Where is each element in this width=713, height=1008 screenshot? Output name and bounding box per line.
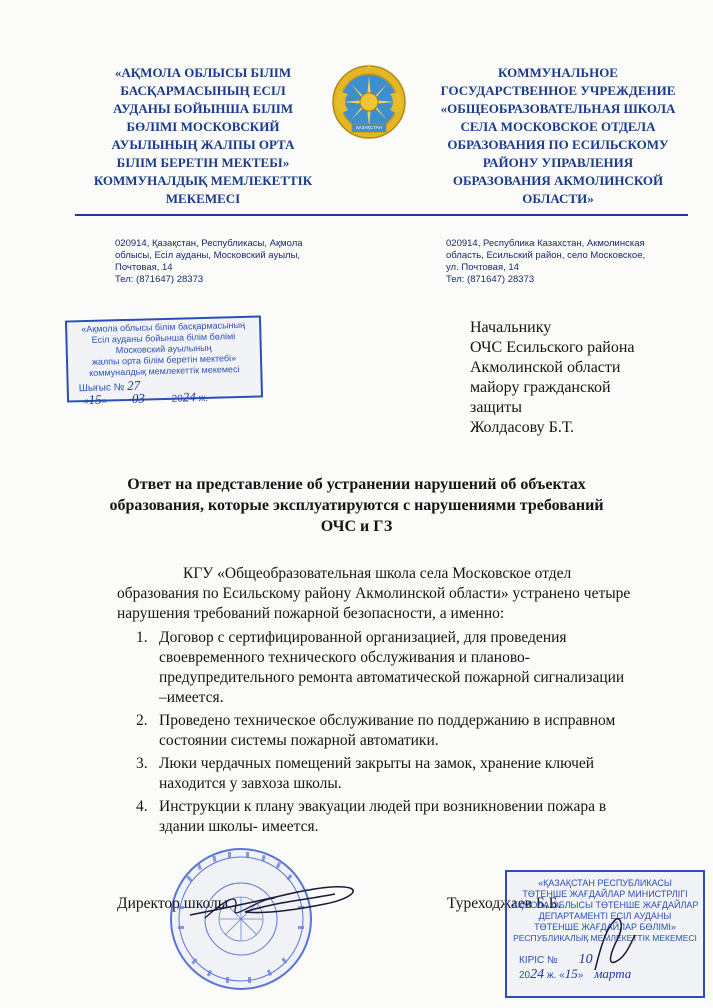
list-item-line: –имеется.: [159, 689, 224, 706]
incoming-stamp-line: ТӨТЕНШЕ ЖАҒДАЙЛАР БӨЛІМІ»: [534, 922, 676, 932]
list-item-line: находится у завхоза школы.: [159, 775, 342, 792]
header-divider: [75, 214, 688, 216]
violations-list: [136, 628, 624, 837]
list-item-number: 3.: [136, 755, 148, 772]
header-left-line: АУЫЛЫНЫҢ ЖАЛПЫ ОРТА: [111, 137, 295, 152]
registration-stamp-line: жалпы орта білім беретін мектебі»: [91, 353, 237, 367]
header-right-line: «ОБЩЕОБРАЗОВАТЕЛЬНАЯ ШКОЛА: [440, 101, 676, 116]
list-item: [136, 797, 624, 837]
header-right-line: СЕЛА МОСКОВСКОЕ ОТДЕЛА: [460, 119, 656, 134]
registration-number-value: 27: [126, 377, 141, 393]
header-right-line: РАЙОНУ УПРАВЛЕНИЯ: [482, 155, 634, 170]
right-address-line: Тел: (871647) 28373: [446, 274, 535, 285]
list-item: [136, 711, 624, 751]
title-line: Ответ на представление об устранении нарушений об объектах: [127, 476, 586, 493]
incoming-date-year: 24: [530, 967, 545, 982]
registration-date-year-prefix: 20: [171, 393, 184, 405]
intro-paragraph: [117, 564, 630, 624]
incoming-stamp-line: ДЕПАРТАМЕНТІ ЕСІЛ АУДАНЫ: [538, 911, 672, 921]
signatory-name: Туреходжаев Б.Б.: [447, 895, 562, 912]
registration-date-suffix: ж.: [198, 392, 209, 405]
list-item-line: Инструкции к плану эвакуации людей при возникновении пожара в: [159, 798, 607, 815]
left-address-line: 020914, Қазақстан, Республикасы, Ақмола: [115, 238, 303, 249]
list-item-number: 1.: [136, 629, 148, 646]
incoming-stamp-line: ТӨТЕНШЕ ЖАҒДАЙЛАР МИНИСТРЛІГІ: [522, 889, 688, 899]
incoming-date-suffix: ж.: [546, 970, 557, 981]
recipient-line: ОЧС Есильского района: [470, 339, 635, 356]
header-right-org-name: [428, 64, 688, 208]
header-right-line: ОБРАЗОВАНИЯ АКМОЛИНСКОЙ: [452, 173, 664, 188]
registration-date-month: 03: [131, 390, 146, 406]
document-title: [80, 474, 633, 537]
list-item-line: состоянии системы пожарной автоматики.: [159, 732, 439, 749]
registration-stamp-line: Есіл ауданы бойынша білім бөлімі: [91, 331, 236, 345]
registration-stamp: [65, 315, 263, 408]
signatory-position: Директор школы: [117, 895, 229, 912]
header-left-line: АУДАНЫ БОЙЫНША БІЛІМ: [112, 101, 294, 116]
header-left-org-name: [78, 64, 328, 208]
intro-line: КГУ «Общеобразовательная школа села Московское отдел: [183, 565, 572, 582]
header-right-line: ОБЛАСТИ»: [522, 191, 594, 206]
header-right-line: ГОСУДАРСТВЕННОЕ УЧРЕЖДЕНИЕ: [440, 83, 676, 98]
right-address-line: область, Есильский район, село Московское,: [446, 250, 646, 261]
registration-date-year: 24: [182, 389, 197, 405]
left-address: [115, 238, 303, 286]
recipient-line: Жолдасову Б.Т.: [470, 419, 575, 436]
incoming-stamp-line: РЕСПУБЛИКАЛЫҚ МЕМЛЕКЕТТІК МЕКЕМЕСІ: [513, 933, 697, 943]
list-item-number: 2.: [136, 712, 148, 729]
intro-line: нарушения требований пожарной безопасности, а именно:: [117, 605, 505, 622]
header-left-line: БӨЛІМІ МОСКОВСКИЙ: [126, 119, 280, 134]
list-item-number: 4.: [136, 798, 148, 815]
recipient-line: Акмолинской области: [470, 359, 621, 376]
right-address-line: ул. Почтовая, 14: [446, 262, 519, 273]
list-item-line: Люки чердачных помещений закрыты на замок, хранение ключей: [159, 755, 595, 772]
header-left-line: «АҚМОЛА ОБЛЫСЫ БІЛІМ: [114, 65, 292, 80]
list-item-line: здании школы- имеется.: [159, 818, 319, 835]
right-address: [446, 238, 645, 286]
list-item-line: предупредительного ремонта автоматической пожарной сигнализации: [159, 669, 625, 686]
list-item-line: Проведено техническое обслуживание по поддержанию в исправном: [159, 712, 616, 729]
registration-stamp-line: «Ақмола облысы білім басқармасының: [81, 319, 246, 335]
incoming-number-label: КІРІС №: [519, 955, 558, 966]
header-right-line: ОБРАЗОВАНИЯ ПО ЕСИЛЬСКОМУ: [447, 137, 669, 152]
incoming-date-year-prefix: 20: [519, 970, 531, 981]
incoming-date-month: марта: [594, 966, 632, 981]
recipient-line: защиты: [470, 399, 523, 416]
recipient-line: Начальнику: [470, 319, 552, 336]
receiver-signature-icon: [585, 910, 645, 980]
recipient-line: майору гражданской: [470, 379, 611, 396]
header-right-line: КОММУНАЛЬНОЕ: [498, 65, 618, 80]
intro-line: образования по Есильскому району Акмолинской области» устранено четыре: [117, 585, 631, 602]
incoming-number-value: 10: [578, 952, 593, 967]
left-address-line: Тел: (871647) 28373: [115, 274, 204, 285]
state-emblem: [330, 62, 408, 142]
list-item-line: Договор с сертифицированной организацией, для проведения: [159, 629, 567, 646]
incoming-date-day: 15: [564, 966, 578, 981]
header-left-line: МЕКЕМЕСІ: [165, 191, 241, 206]
recipient-block: [470, 318, 635, 438]
list-item: [136, 628, 624, 708]
registration-stamp-line: коммуналдық мемлекеттік мекемесі: [89, 364, 240, 378]
right-address-line: 020914, Республика Казахстан, Акмолинская: [446, 238, 645, 249]
left-address-line: Почтовая, 14: [115, 262, 173, 273]
emblem-caption: ҚАЗАҚСТАН: [356, 125, 382, 130]
registration-date-day: 15: [88, 391, 102, 407]
list-item: [136, 754, 624, 794]
director-signature-icon: [185, 870, 365, 930]
header-left-line: КОММУНАЛДЫҚ МЕМЛЕКЕТТІК: [93, 173, 313, 188]
title-line: ОЧС и ГЗ: [320, 518, 393, 535]
left-address-line: облысы, Есіл ауданы, Московский ауылы,: [115, 250, 301, 261]
title-line: образования, которые эксплуатируются с нарушениями требований: [109, 497, 604, 514]
header-left-line: БІЛІМ БЕРЕТІН МЕКТЕБІ»: [116, 155, 290, 170]
header-left-line: БАСҚАРМАСЫНЫҢ ЕСІЛ: [120, 83, 286, 98]
registration-date-row: «15» 03 2024 ж.: [82, 389, 209, 408]
registration-number-label: Шығыс №: [78, 382, 125, 395]
incoming-stamp-line: «ҚАЗАҚСТАН РЕСПУБЛИКАСЫ: [538, 878, 672, 888]
registration-stamp-line: Московский ауылының: [115, 342, 212, 356]
list-item-line: своевременного технического обслуживания и планово-: [159, 649, 530, 666]
incoming-date-row: 2024 ж. «15» марта: [519, 966, 632, 982]
incoming-stamp-line: АҚМОЛА ОБЛЫСЫ ТӨТЕНШЕ ЖАҒДАЙЛАР: [511, 900, 699, 910]
